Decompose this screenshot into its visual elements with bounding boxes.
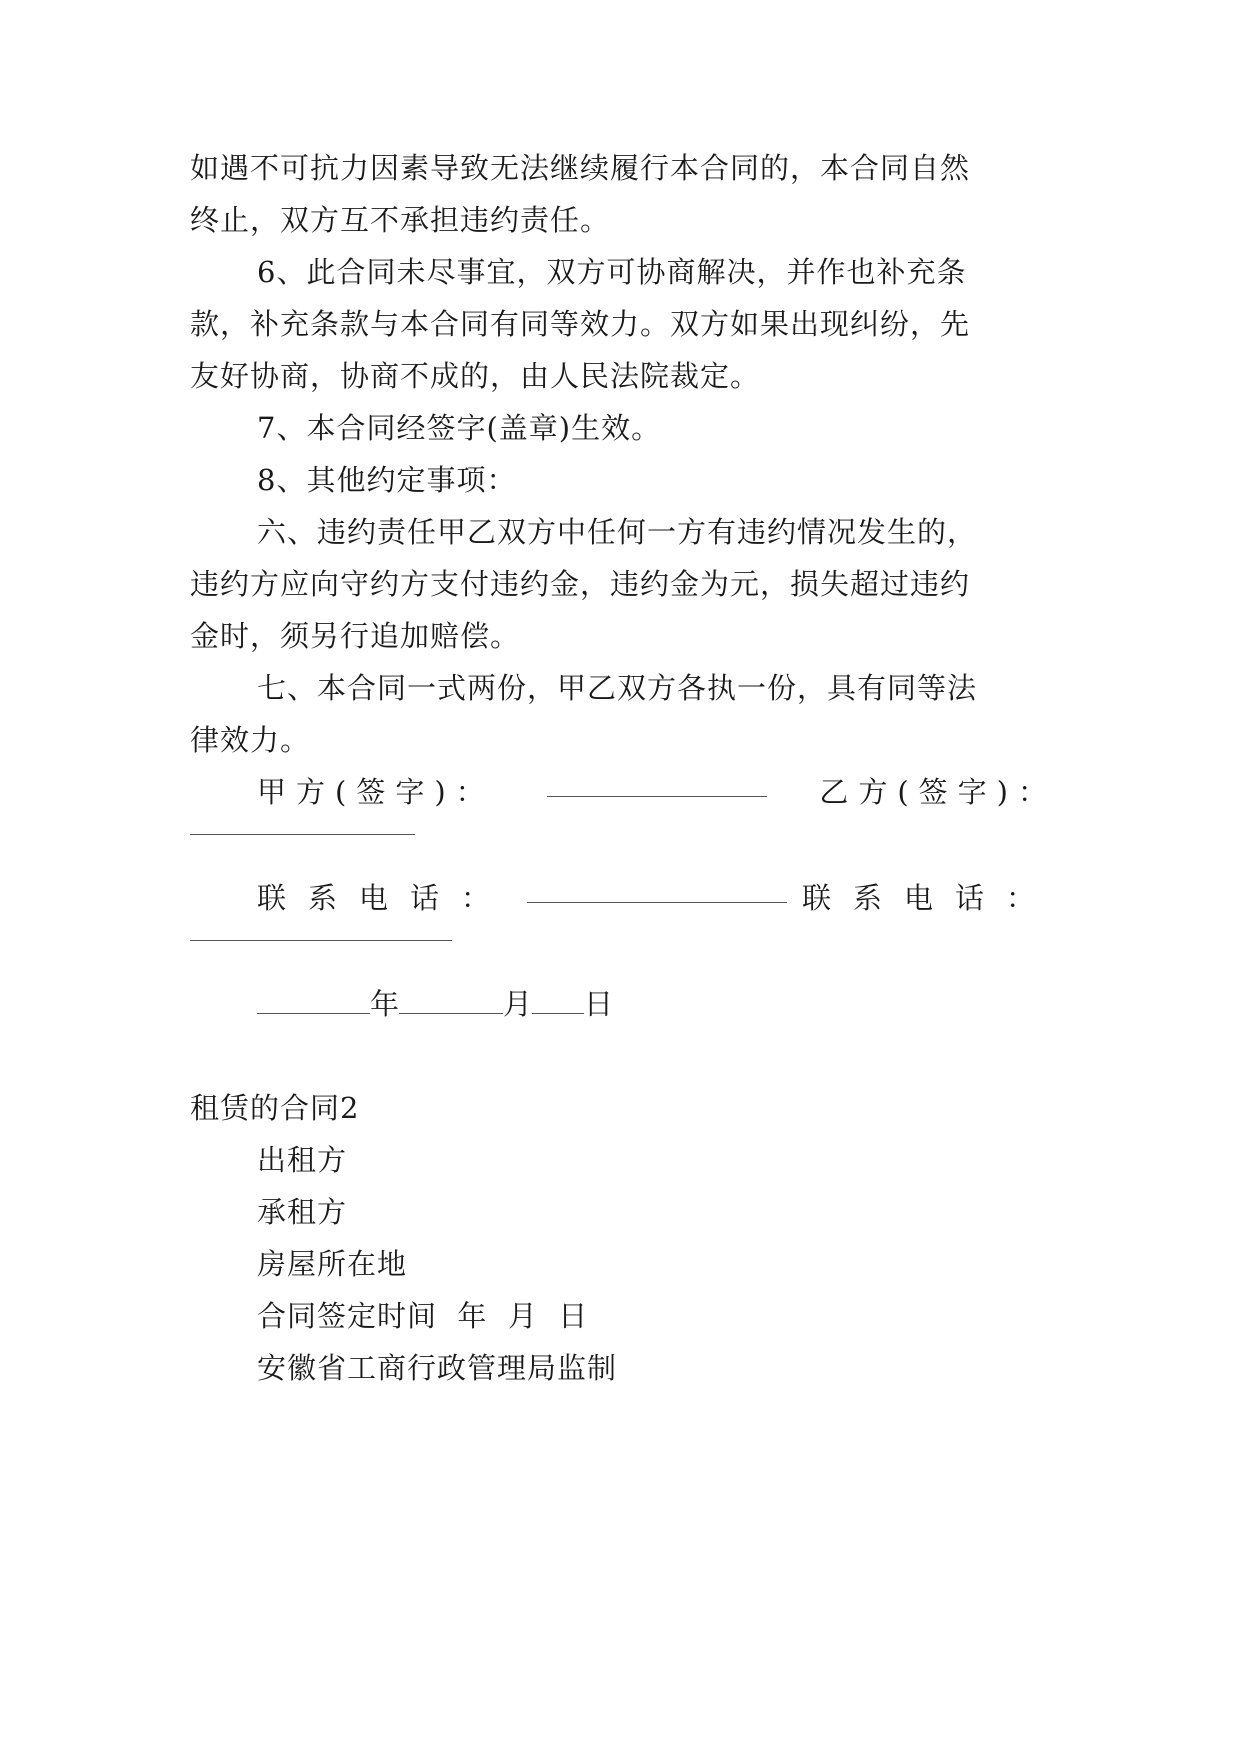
text-line: 如遇不可抗力因素导致无法继续履行本合同的，本合同自然: [190, 151, 971, 185]
contract-2-title: 租赁的合同2: [190, 1091, 360, 1125]
party-b-signature-label: 乙方(签字)：: [819, 775, 1057, 809]
year-label: 年: [370, 987, 400, 1021]
lessee-label: 承租方: [257, 1195, 348, 1229]
day-blank[interactable]: [532, 989, 584, 1014]
text-line: 友好协商，协商不成的，由人民法院裁定。: [190, 359, 761, 393]
text-line: 违约方应向守约方支付违约金，违约金为元，损失超过违约: [190, 567, 971, 601]
day-label: 日: [584, 987, 614, 1021]
signature-row: [257, 772, 1057, 812]
text-line: 款，补充条款与本合同有同等效力。双方如果出现纠纷，先: [190, 307, 971, 341]
party-a-phone-blank[interactable]: [527, 878, 787, 903]
month-blank[interactable]: [399, 989, 503, 1014]
supervisor-label: 安徽省工商行政管理局监制: [257, 1351, 618, 1385]
clause-7-line: 7、本合同经签字(盖章)生效。: [257, 411, 662, 445]
text-line: 金时，须另行追加赔偿。: [190, 619, 521, 653]
clause-6-line: 6、此合同未尽事宜，双方可协商解决，并作也补充条: [257, 255, 967, 289]
month-label: 月: [503, 987, 533, 1021]
party-b-phone-label: 联系电话：: [801, 881, 1057, 915]
party-a-signature-label: 甲方(签字)：: [257, 775, 495, 809]
lessor-label: 出租方: [257, 1143, 348, 1177]
date-row: [257, 984, 613, 1024]
phone-row: [257, 878, 1057, 918]
text-line: 律效力。: [190, 723, 311, 757]
text-line: 终止，双方互不承担违约责任。: [190, 203, 611, 237]
party-a-phone-label: 联系电话：: [257, 881, 513, 915]
year-blank[interactable]: [257, 989, 370, 1014]
party-b-phone-blank[interactable]: [190, 938, 452, 941]
section-6-line: 六、违约责任甲乙双方中任何一方有违约情况发生的，: [257, 515, 978, 549]
party-b-signature-blank[interactable]: [190, 832, 415, 835]
section-7-line: 七、本合同一式两份，甲乙双方各执一份，具有同等法: [257, 671, 978, 705]
clause-8-line: 8、其他约定事项：: [257, 463, 517, 497]
location-label: 房屋所在地: [257, 1247, 408, 1281]
sign-time-label: 合同签定时间 年 月 日: [257, 1299, 589, 1333]
party-a-signature-blank[interactable]: [547, 772, 767, 797]
